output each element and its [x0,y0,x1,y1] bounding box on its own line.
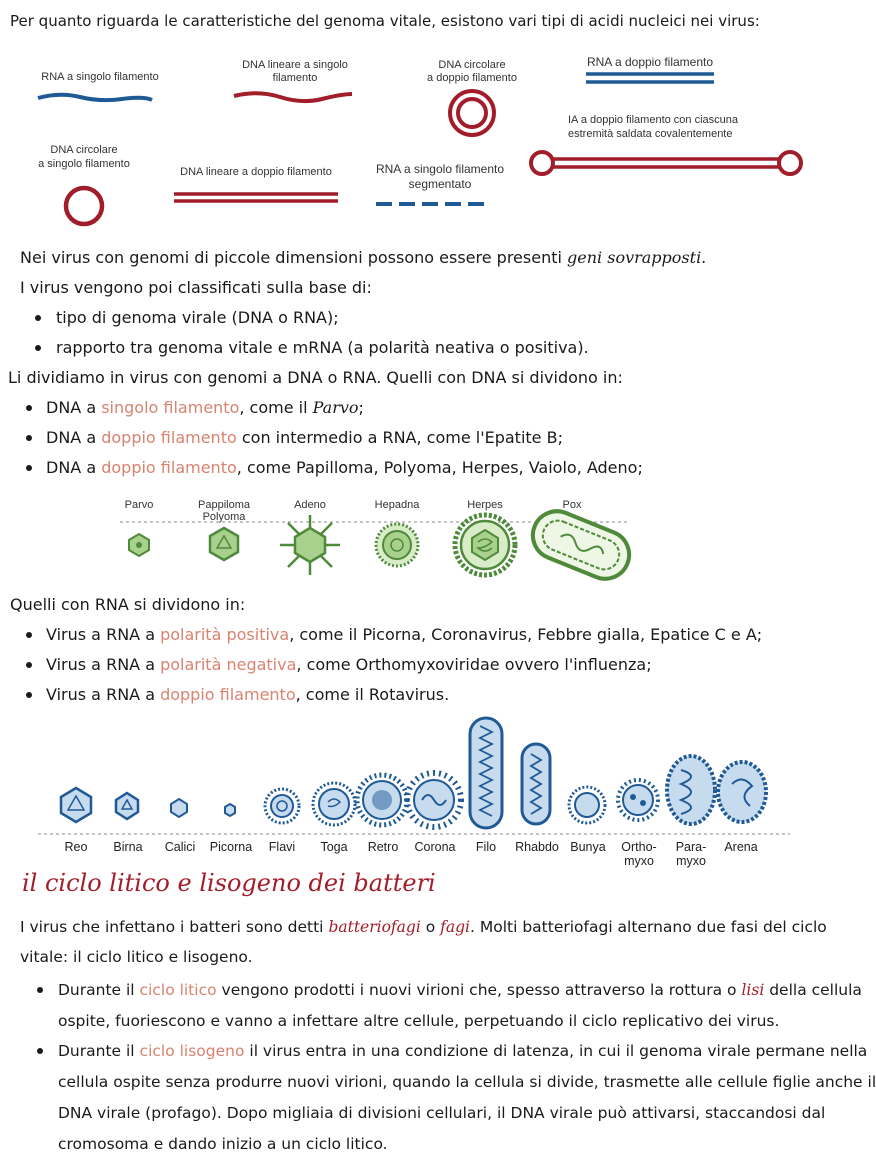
lysogenic-line-4: cromosoma e dando inizio a un ciclo litico. [58,1135,388,1153]
rna-label-toga: Toga [320,840,348,854]
phage-line-1: I virus che infettano i batteri sono detti batteriofagi o fagi. Molti batteriofagi alternano due fasi del ciclo [20,918,827,936]
dna-label-polyoma: Polyoma [202,511,246,523]
rna-label-flavi: Flavi [268,840,296,854]
dna-label-papilloma: Pappiloma [198,499,250,511]
lysogenic-line-3: DNA virale (profago). Dopo migliaia di divisioni cellulari, il DNA virale può attivarsi, staccandosi dal [58,1104,826,1122]
label-rna-segmented-1: RNA a singolo filamento [375,162,505,176]
rna-label-para: Para- [675,840,707,854]
rna-label-para-myxo: myxo [676,854,706,868]
dna-label-adeno: Adeno [294,499,326,511]
rna-label-rhabdo: Rhabdo [515,840,559,854]
dna-label-hepadna: Hepadna [374,499,420,511]
overlap-text: Nei virus con genomi di piccole dimensioni possono essere presenti [20,248,562,267]
overlap-term: geni sovrapposti. [567,248,707,267]
intro-text: Per quanto riguarda le caratteristiche del genoma vitale, esistono vari tipi di acidi nucleici nei virus: [10,12,760,30]
rna-bullet-2: Virus a RNA a polarità negativa, come Orthomyxoviridae ovvero l'influenza; [46,655,652,674]
bunya-virion [569,787,605,823]
class-bullet-1: tipo di genoma virale (DNA o RNA); [56,308,339,327]
bullet [37,987,43,993]
arena-virion [718,762,766,822]
orthomyxo-virion [618,780,658,820]
classified-text: I virus vengono poi classificati sulla base di: [20,278,372,297]
retro-virion [357,775,407,825]
rna-label-picorna: Picorna [209,840,253,854]
toga-virion [313,783,355,825]
section-title: il ciclo litico e lisogeno dei batteri [22,869,436,897]
picorna-virion [225,804,235,816]
paramyxo-virion [667,756,715,824]
dna-label-parvo: Parvo [124,499,154,511]
dna-bullet-2: DNA a doppio filamento con intermedio a RNA, come l'Epatite B; [46,428,563,447]
rna-label-reo: Reo [64,840,88,854]
label-dna-linear-single-1: DNA lineare a singolo [242,59,348,71]
rna-label-arena: Arena [724,840,758,854]
divide-text: Li dividiamo in virus con genomi a DNA o RNA. Quelli con DNA si dividono in: [8,368,623,387]
rna-label-bunya: Bunya [570,840,606,854]
lysogenic-line-2: cellula ospite senza produrre nuovi virioni, quando la cellula si divide, trasmette alle cellule figlie anche il [58,1073,876,1091]
reo-virion [61,788,91,822]
calici-virion [171,799,187,817]
rna-intro: Quelli con RNA si dividono in: [10,595,246,614]
rhabdo-virion [522,744,550,824]
corona-virion [407,773,461,827]
rna-bullet-3: Virus a RNA a doppio filamento, come il Rotavirus. [46,685,450,704]
label-rna-single: RNA a singolo filamento [41,71,159,83]
bullet [37,1048,43,1054]
rna-label-ortho: Ortho- [621,840,657,854]
rna-label-filo: Filo [475,840,497,854]
label-dna-circular-single-1: DNA circolare [50,144,118,156]
rna-label-calici: Calici [164,840,196,854]
rna-label-ortho-myxo: myxo [624,854,654,868]
label-rna-sealed-2: estremità saldata covalentemente [568,128,733,140]
rna-label-birna: Birna [113,840,143,854]
label-dna-circular-double-2: a doppio filamento [427,72,517,84]
flavi-virion [265,789,299,823]
rna-bullet-1: Virus a RNA a polarità positiva, come il Picorna, Coronavirus, Febbre gialla, Epatice C e A; [46,625,763,644]
rna-label-retro: Retro [367,840,399,854]
label-rna-double: RNA a doppio filamento [586,55,714,69]
label-dna-linear-double: DNA lineare a doppio filamento [180,166,332,178]
rna-label-corona: Corona [414,840,456,854]
label-dna-circular-single-2: a singolo filamento [38,158,130,170]
lytic-line-2: ospite, fuoriescono e vanno a infettare altre cellule, perpetuando il ciclo replicativo dei virus. [58,1012,780,1030]
lytic-line-1: Durante il ciclo litico vengono prodotti i nuovi virioni che, spesso attraverso la rottura o lisi della cellula [58,981,862,999]
lysogenic-line-1: Durante il ciclo lisogeno il virus entra in una condizione di latenza, in cui il genoma virale permane nella [58,1042,868,1060]
birna-virion [116,793,138,819]
class-bullet-2: rapporto tra genoma vitale e mRNA (a polarità neativa o positiva). [56,338,589,357]
dna-label-pox: Pox [562,499,582,511]
phage-line-2: vitale: il ciclo litico e lisogeno. [20,948,253,966]
label-rna-segmented-2: segmentato [408,177,472,191]
label-dna-circular-double-1: DNA circolare [438,59,506,71]
dna-bullet-3: DNA a doppio filamento, come Papilloma, Polyoma, Herpes, Vaiolo, Adeno; [46,458,643,477]
label-rna-sealed-1: IA a doppio filamento con ciascuna [568,114,739,126]
label-dna-linear-single-2: filamento [272,72,318,84]
filo-virion [470,718,502,828]
dna-bullet-1: DNA a singolo filamento, come il Parvo; [46,398,364,417]
dna-label-herpes: Herpes [467,499,503,511]
